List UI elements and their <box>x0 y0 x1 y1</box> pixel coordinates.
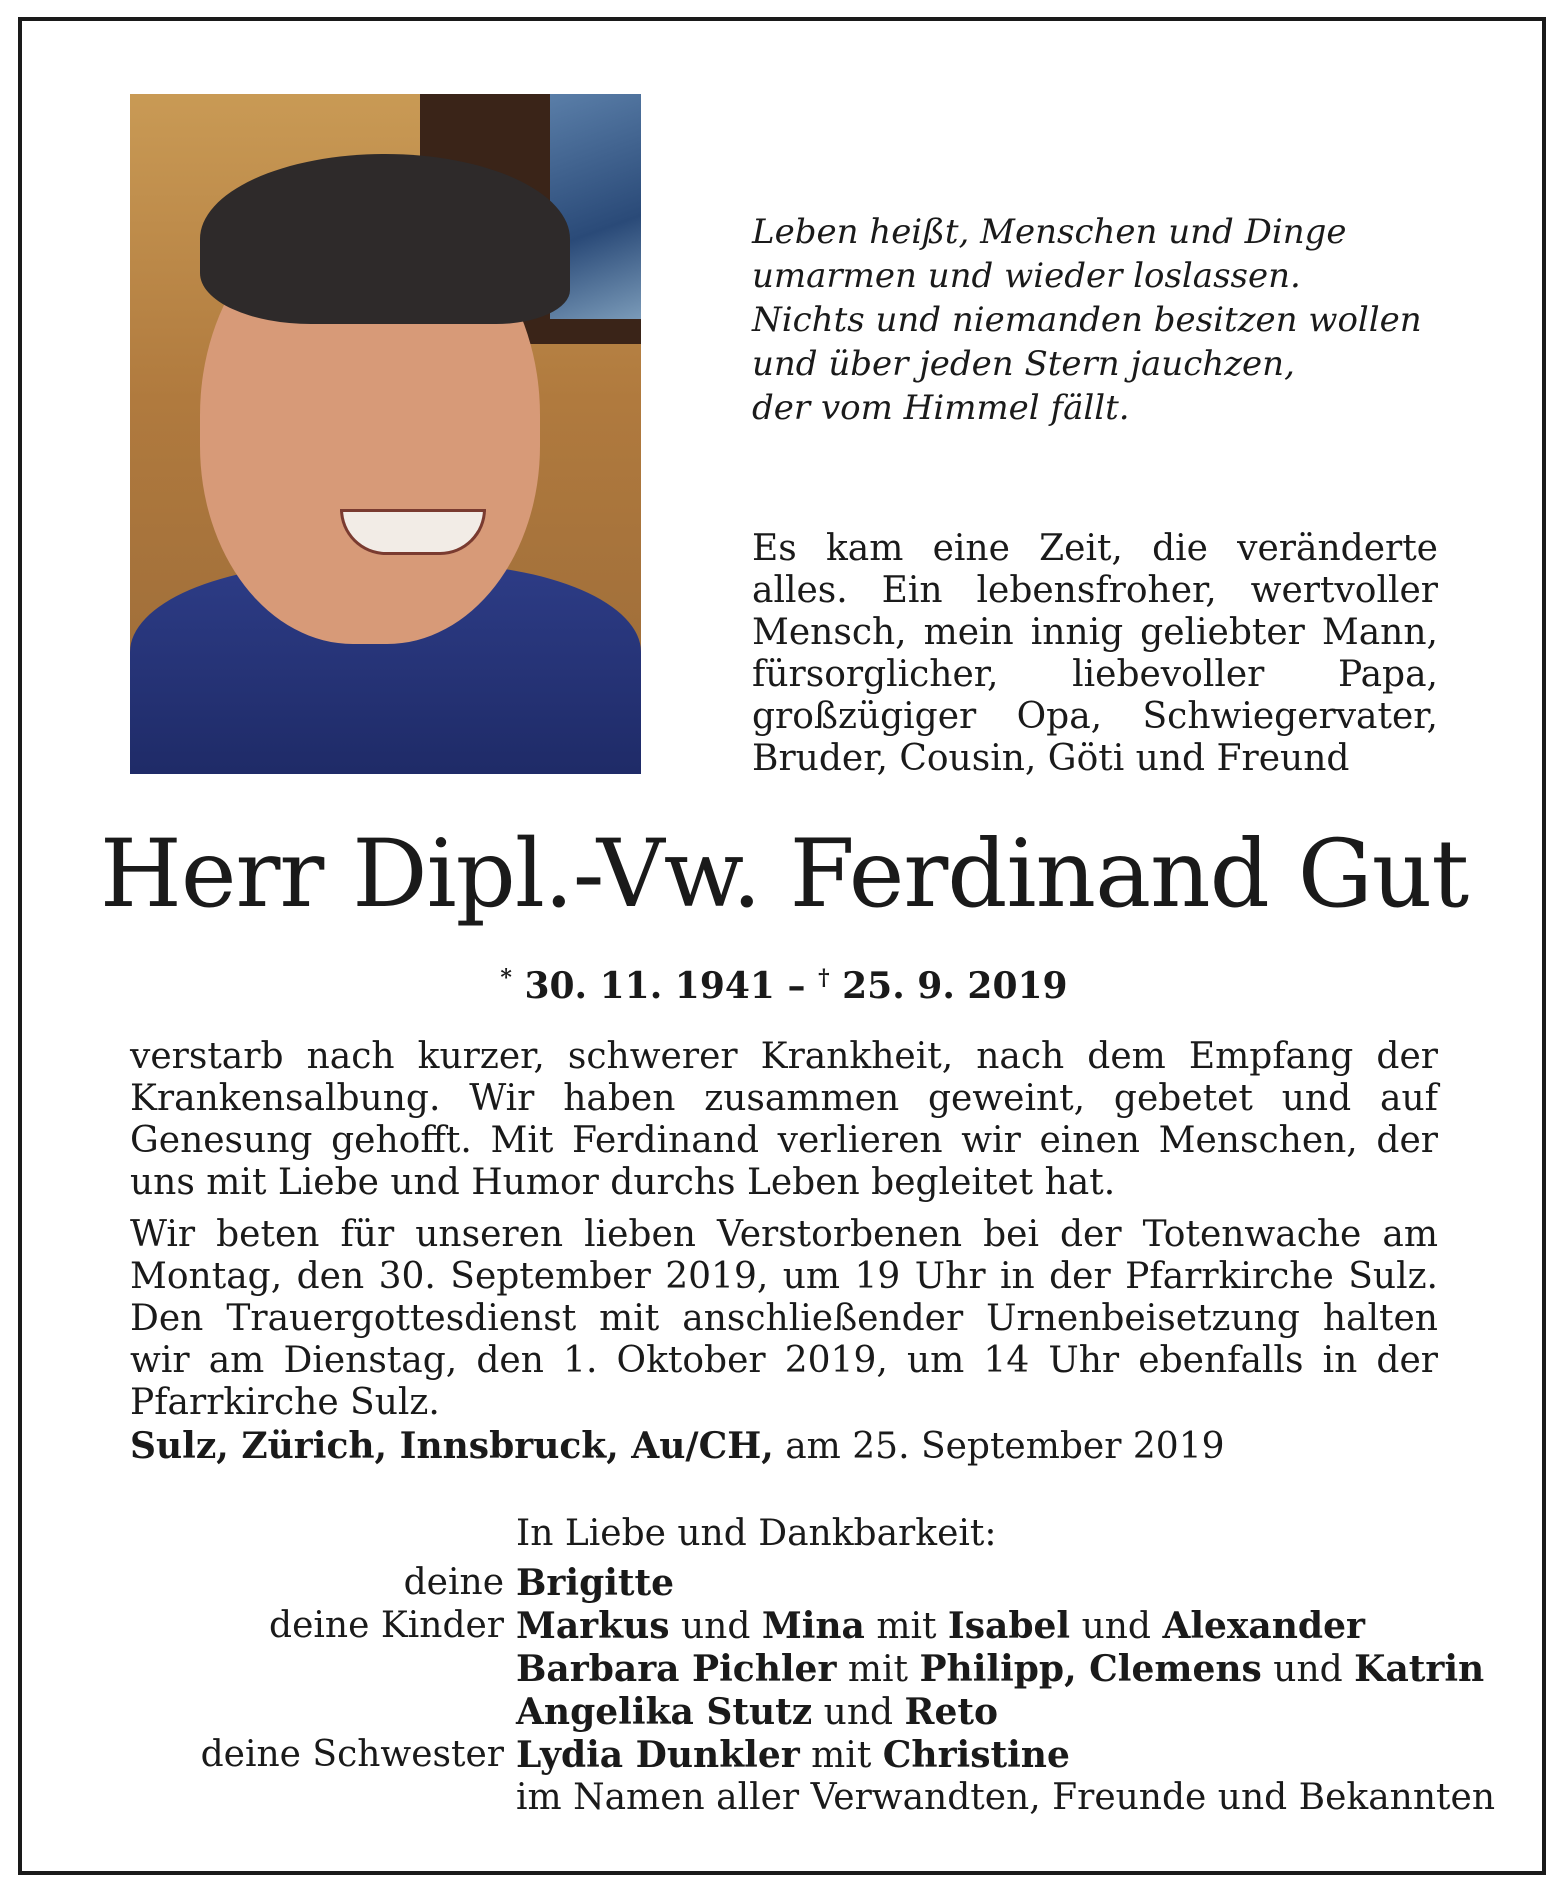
mourner-name: Barbara Pichler <box>516 1648 837 1690</box>
mourner-name: Christine <box>882 1734 1070 1776</box>
mourner-name: Philipp, Clemens <box>919 1648 1262 1690</box>
mourner-name: Lydia Dunkler <box>516 1734 800 1776</box>
relation-label: deine <box>403 1562 504 1603</box>
connector: mit <box>811 1735 872 1776</box>
mourner-name: Mina <box>761 1605 865 1647</box>
memorial-quote <box>752 210 1452 430</box>
relation-label: deine Kinder <box>269 1605 504 1646</box>
portrait-hair <box>200 154 570 324</box>
closing-line: im Namen aller Verwandten, Freunde und Bekannten <box>516 1777 1496 1818</box>
mourner-name: Alexander <box>1162 1605 1365 1647</box>
quote-line: Nichts und niemanden besitzen wollen <box>752 300 1422 340</box>
birth-symbol: * <box>500 965 512 991</box>
mourner-row-closing <box>130 1777 1496 1819</box>
quote-line: und über jeden Stern jauchzen, <box>752 344 1295 384</box>
date-separator: – <box>787 965 806 1007</box>
mourner-name: Reto <box>904 1691 999 1733</box>
portrait-smile <box>340 509 486 555</box>
mourner-name: Brigitte <box>516 1562 675 1604</box>
connector: und <box>823 1692 894 1733</box>
birth-date: 30. 11. 1941 <box>524 965 775 1007</box>
funeral-details-paragraph: Wir beten für unseren lieben Verstorbenen bei der Totenwache am Montag, den 30. September 2019, um 19 Uhr in der Pfarrkirche Sulz. Den Trauergottesdienst mit anschließender Urnenbeisetzung halten wir am Dienstag, den 1. Oktober 2019, um 14 Uhr ebenfalls in der Pfarrkirche Sulz. <box>130 1214 1438 1423</box>
connector: und <box>1081 1606 1151 1647</box>
connector: und <box>1273 1649 1343 1690</box>
relation-label: deine Schwester <box>200 1734 504 1775</box>
connector: mit <box>876 1606 937 1647</box>
mourner-row-wife <box>130 1562 1460 1605</box>
locations: Sulz, Zürich, Innsbruck, Au/CH, <box>130 1425 774 1467</box>
death-date: 25. 9. 2019 <box>842 965 1068 1007</box>
mourner-row-sister <box>130 1734 1460 1777</box>
quote-line: der vom Himmel fällt. <box>752 388 1130 428</box>
mourner-name: Angelika Stutz <box>516 1691 813 1733</box>
quote-line: umarmen und wieder loslassen. <box>752 256 1301 296</box>
connector: und <box>680 1606 751 1647</box>
mourner-name: Katrin <box>1354 1648 1485 1690</box>
deceased-name: Herr Dipl.-Vw. Ferdinand Gut <box>99 820 1469 929</box>
death-symbol: † <box>818 965 830 991</box>
mourner-row-children-3 <box>130 1691 1460 1734</box>
signoff-line: In Liebe und Dankbarkeit: <box>516 1513 997 1554</box>
intro-text: Es kam eine Zeit, die veränderte alles. Ein lebensfroher, wertvoller Mensch, mein innig geliebter Mann, fürsorglicher, liebevoller Papa, großzügiger Opa, Schwiegervater, Bruder, Cousin, Göti und Freund <box>752 528 1438 779</box>
mourner-name: Markus <box>516 1605 670 1647</box>
mourner-name: Isabel <box>947 1605 1071 1647</box>
death-announcement-paragraph: verstarb nach kurzer, schwerer Krankheit, nach dem Empfang der Krankensalbung. Wir haben zusammen geweint, gebetet und auf Genesung gehofft. Mit Ferdinand verlieren wir einen Menschen, der uns mit Liebe und Humor durchs Leben begleitet hat. <box>130 1036 1438 1203</box>
portrait-photo <box>130 94 641 774</box>
mourners-list <box>130 1562 1496 1819</box>
quote-line: Leben heißt, Menschen und Dinge <box>752 212 1347 252</box>
life-dates <box>0 953 1568 1011</box>
announcement-date: am 25. September 2019 <box>785 1426 1225 1467</box>
connector: mit <box>847 1649 909 1690</box>
mourner-row-children <box>130 1605 1460 1648</box>
place-and-date <box>130 1424 1225 1469</box>
mourner-row-children-2 <box>130 1648 1485 1691</box>
